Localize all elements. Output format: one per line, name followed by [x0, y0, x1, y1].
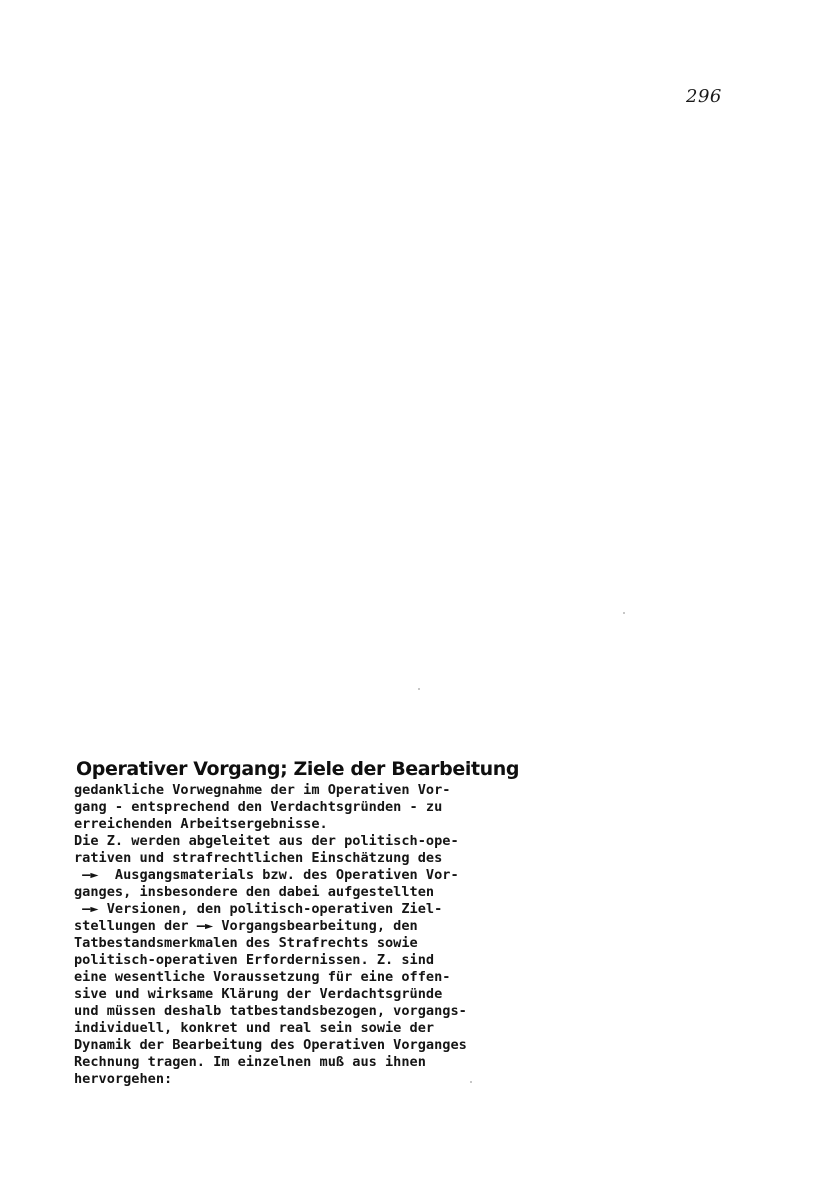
entry-line: und müssen deshalb tatbestandsbezogen, vorgangs-	[74, 1003, 467, 1019]
entry-line: hervorgehen:	[74, 1071, 173, 1087]
entry-line: rativen und strafrechtlichen Einschätzung des	[74, 850, 443, 866]
entry-body	[74, 782, 564, 1088]
entry-line: Dynamik der Bearbeitung des Operativen Vorganges	[74, 1037, 467, 1053]
entry-line: erreichenden Arbeitsergebnisse.	[74, 816, 328, 832]
entry-line: —► Versionen, den politisch-operativen Ziel-	[74, 901, 443, 917]
entry-line: Tatbestandsmerkmalen des Strafrechts sowie	[74, 935, 418, 951]
entry-line: gang - entsprechend den Verdachtsgründen - zu	[74, 799, 443, 815]
scan-speck	[623, 612, 625, 614]
entry-line: individuell, konkret und real sein sowie der	[74, 1020, 435, 1036]
entry-line: gedankliche Vorwegnahme der im Operativen Vor-	[74, 782, 451, 798]
entry-line: politisch-operativen Erfordernissen. Z. sind	[74, 952, 435, 968]
lexicon-entry	[74, 758, 564, 1088]
entry-line: Die Z. werden abgeleitet aus der politisch-ope-	[74, 833, 459, 849]
entry-line: ganges, insbesondere den dabei aufgestellten	[74, 884, 435, 900]
entry-line: sive und wirksame Klärung der Verdachtsgründe	[74, 986, 443, 1002]
entry-line: eine wesentliche Voraussetzung für eine offen-	[74, 969, 451, 985]
scan-speck	[418, 688, 420, 690]
entry-line: Rechnung tragen. Im einzelnen muß aus ihnen	[74, 1054, 426, 1070]
page-number: 296	[686, 86, 722, 107]
entry-line: —► Ausgangsmaterials bzw. des Operativen Vor-	[74, 867, 459, 883]
entry-line: stellungen der —► Vorgangsbearbeitung, den	[74, 918, 418, 934]
entry-heading: Operativer Vorgang; Ziele der Bearbeitung	[76, 758, 520, 780]
